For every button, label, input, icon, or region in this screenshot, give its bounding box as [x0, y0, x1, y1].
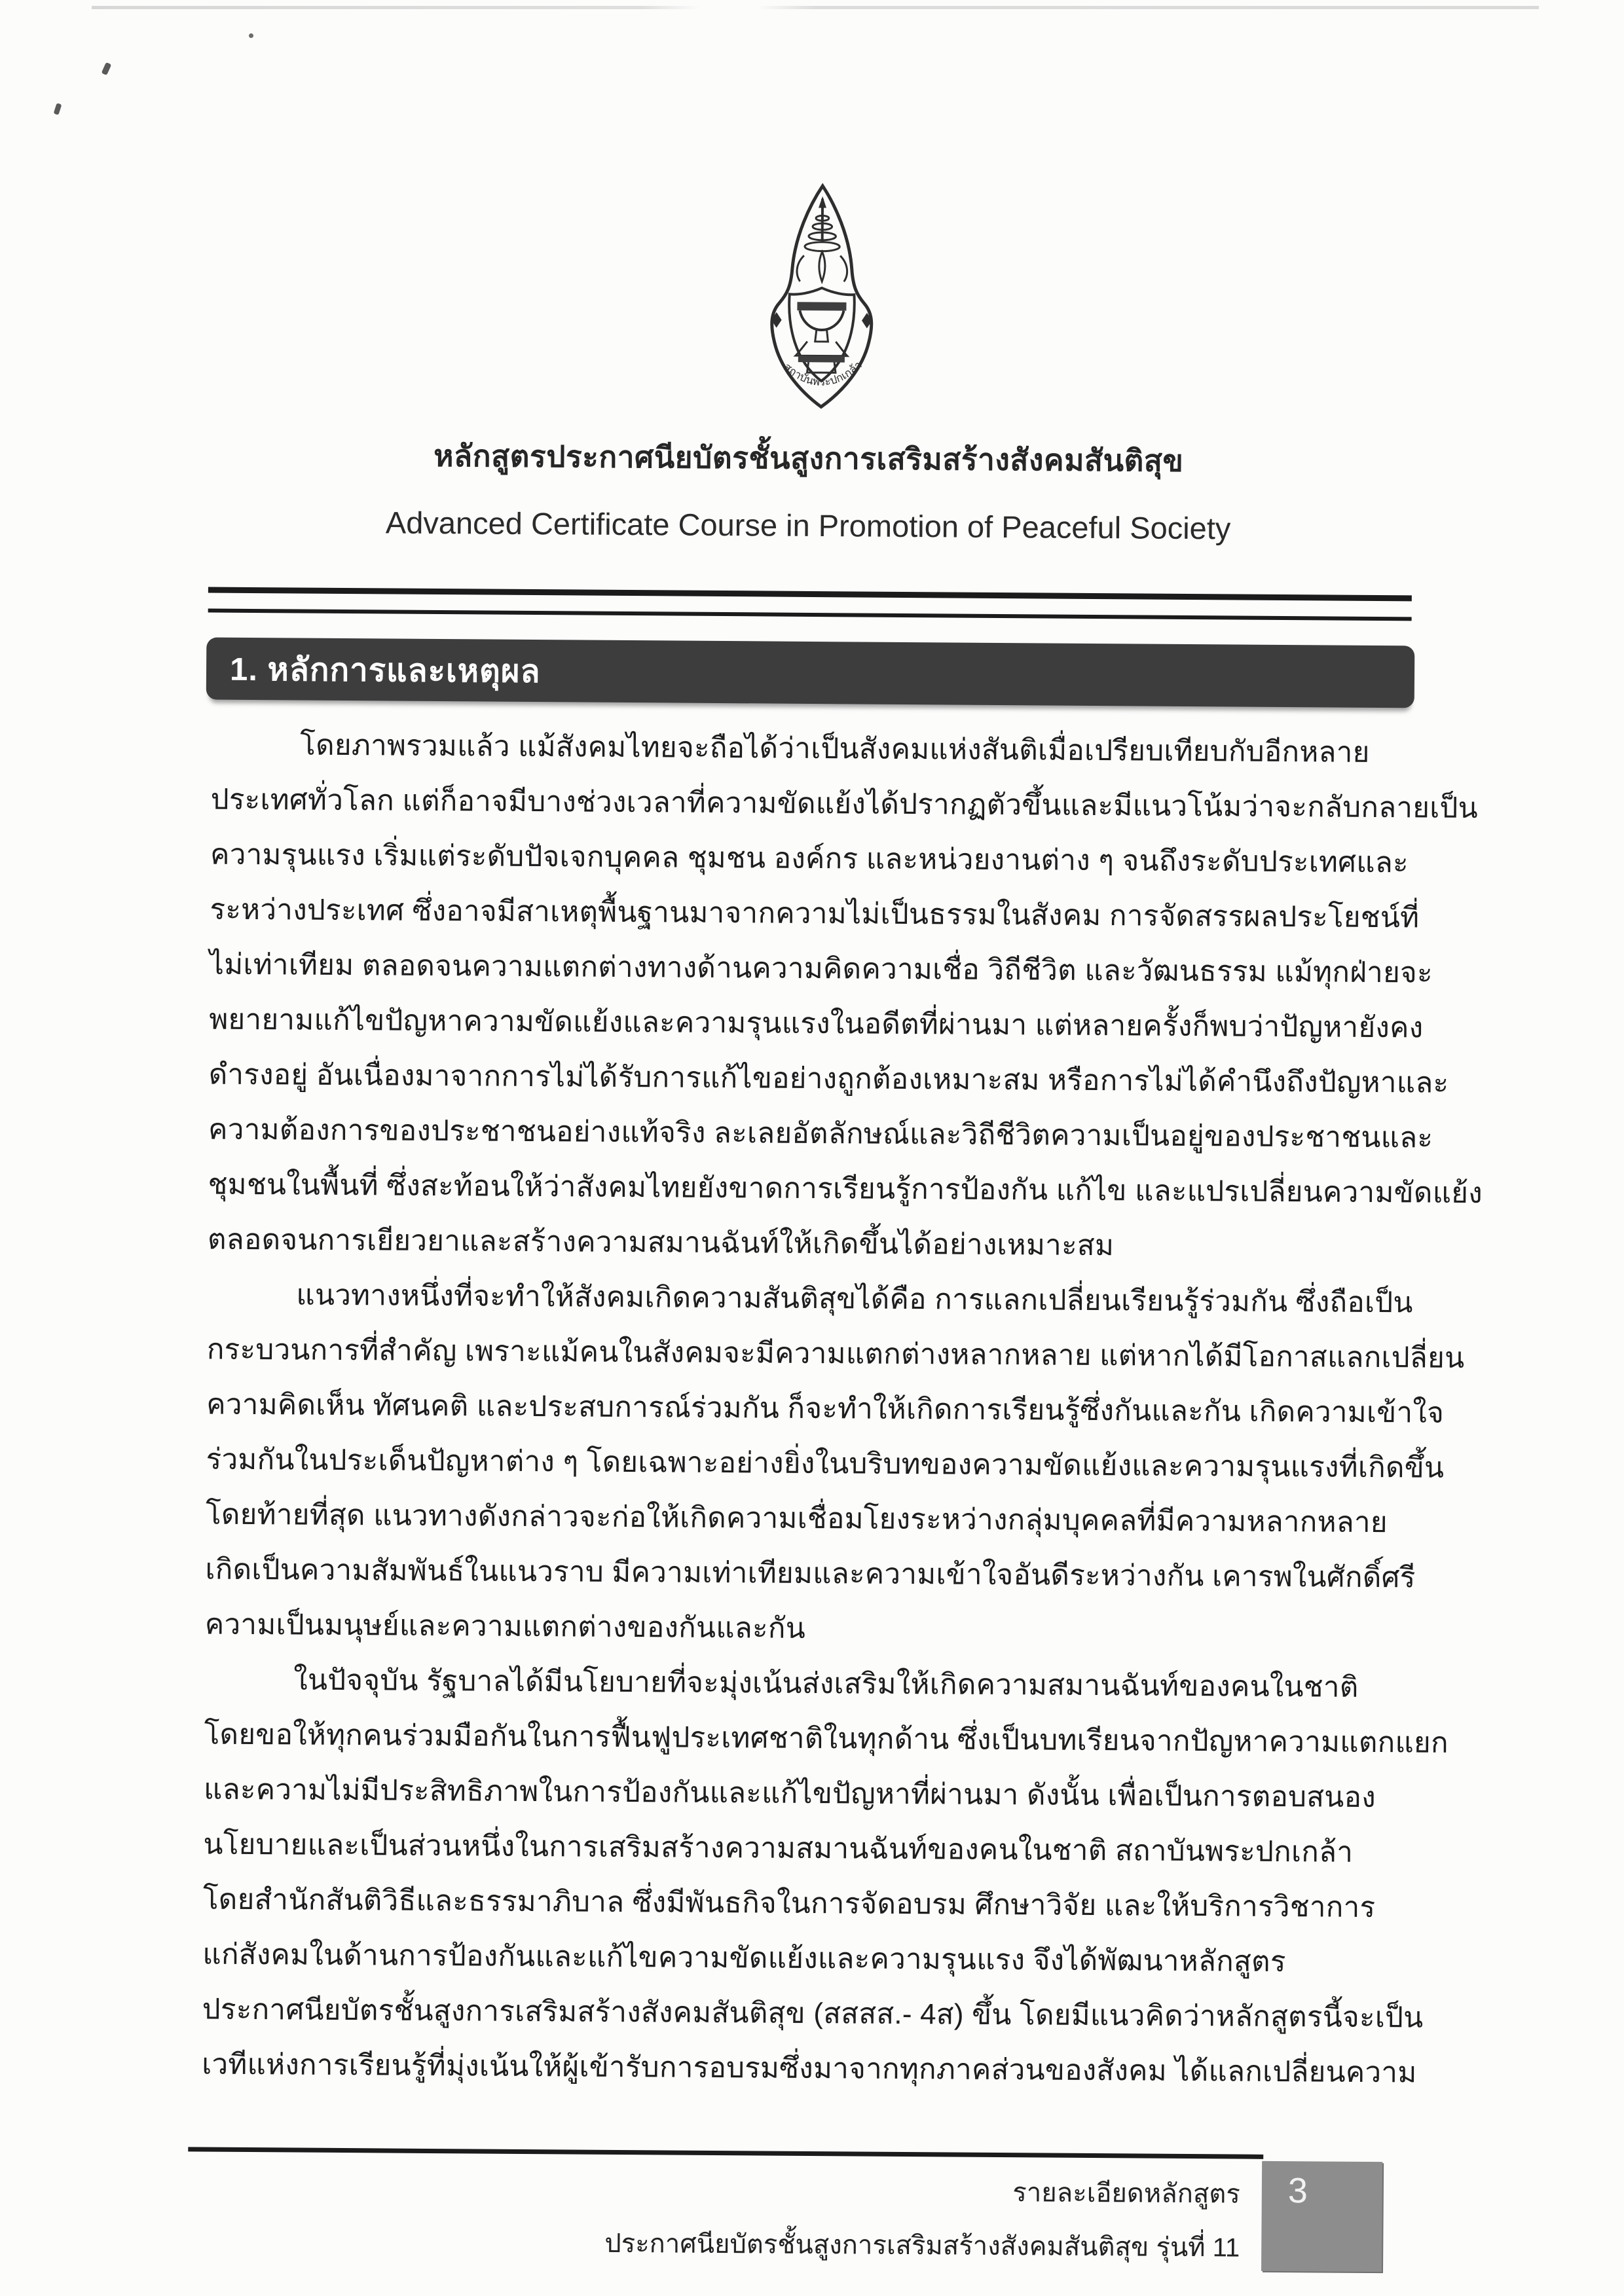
- kpi-institute-emblem-icon: [756, 179, 889, 425]
- emblem-inner-shield: [788, 288, 855, 382]
- body-line: แก่สังคมในด้านการป้องกันและแก้ไขความขัดแย้งและความรุนแรง จึงได้พัฒนาหลักสูตร: [202, 1938, 1286, 1978]
- body-line: ความต้องการของประชาชนอย่างแท้จริง ละเลยอัตลักษณ์และวิถีชีวิตความเป็นอยู่ของประชาชนและ: [208, 1113, 1433, 1154]
- body-line: ความคิดเห็น ทัศนคติ และประสบการณ์ร่วมกัน ก็จะทำให้เกิดการเรียนรู้ซึ่งกันและกัน เกิดความเข้าใจ: [206, 1388, 1445, 1429]
- body-line: โดยสำนักสันติวิธีและธรรมาภิบาล ซึ่งมีพันธกิจในการจัดอบรม ศึกษาวิจัย และให้บริการวิชาการ: [202, 1883, 1376, 1924]
- body-line: ประกาศนียบัตรชั้นสูงการเสริมสร้างสังคมสันติสุข (สสสส.- 4ส) ขึ้น โดยมีแนวคิดว่าหลักสูตรนี้จะเป็น: [202, 1993, 1424, 2034]
- body-line: ระหว่างประเทศ ซึ่งอาจมีสาเหตุพื้นฐานมาจากความไม่เป็นธรรมในสังคม การจัดสรรผลประโยชน์ที่: [210, 893, 1420, 934]
- body-line: โดยท้ายที่สุด แนวทางดังกล่าวจะก่อให้เกิดความเชื่อมโยงระหว่างกลุ่มบุคคลที่มีความหลากหลาย: [205, 1498, 1388, 1539]
- course-title-english: Advanced Certificate Course in Promotion of Peaceful Society: [385, 505, 1231, 546]
- body-line: ความรุนแรง เริ่มแต่ระดับปัจเจกบุคคล ชุมชน องค์กร และหน่วยงานต่าง ๆ จนถึงระดับประเทศและ: [210, 838, 1409, 879]
- body-line: นโยบายและเป็นส่วนหนึ่งในการเสริมสร้างความสมานฉันท์ของคนในชาติ สถาบันพระปกเกล้า: [203, 1828, 1354, 1868]
- body-line: ความเป็นมนุษย์และความแตกต่างของกันและกัน: [204, 1608, 806, 1645]
- page-number: 3: [1287, 2171, 1308, 2211]
- footer-rule: [188, 2147, 1263, 2159]
- body-line: โดยขอให้ทุกคนร่วมมือกันในการฟื้นฟูประเทศชาติในทุกด้าน ซึ่งเป็นบทเรียนจากปัญหาความแตกแยก: [204, 1718, 1449, 1759]
- section-header-bar: [206, 638, 1415, 708]
- body-line: โดยภาพรวมแล้ว แม้สังคมไทยจะถือได้ว่าเป็นสังคมแห่งสันติเมื่อเปรียบเทียบกับอีกหลาย: [300, 729, 1370, 769]
- body-line: และความไม่มีประสิทธิภาพในการป้องกันและแก้ไขปัญหาที่ผ่านมา ดังนั้น เพื่อเป็นการตอบสนอง: [203, 1773, 1376, 1814]
- body-line: ตลอดจนการเยียวยาและสร้างความสมานฉันท์ให้เกิดขึ้นได้อย่างเหมาะสม: [207, 1223, 1115, 1262]
- body-line: กระบวนการที่สำคัญ เพราะแม้คนในสังคมจะมีความแตกต่างหลากหลาย แต่หากได้มีโอกาสแลกเปลี่ยน: [206, 1333, 1465, 1374]
- body-line: ไม่เท่าเทียม ตลอดจนความแตกต่างทางด้านความคิดความเชื่อ วิถีชีวิต และวัฒนธรรม แม้ทุกฝ่ายจะ: [209, 948, 1433, 989]
- body-line: เกิดเป็นความสัมพันธ์ในแนวราบ มีความเท่าเทียมและความเข้าใจอันดีระหว่างกัน เคารพในศักดิ์ศรี: [205, 1553, 1416, 1594]
- footer-text: [254, 2160, 1240, 2275]
- body-line: ประเทศทั่วโลก แต่ก็อาจมีบางช่วงเวลาที่ความขัดแย้งได้ปรากฏตัวขึ้นและมีแนวโน้มว่าจะกลับกลายเป็น: [210, 783, 1479, 825]
- footer-line-1: รายละเอียดหลักสูตร: [1012, 2178, 1240, 2209]
- course-title-thai: หลักสูตรประกาศนียบัตรชั้นสูงการเสริมสร้างสังคมสันติสุข: [434, 438, 1184, 478]
- body-line: แนวทางหนึ่งที่จะทำให้สังคมเกิดความสันติสุขได้คือ การแลกเปลี่ยนเรียนรู้ร่วมกัน ซึ่งถือเป็น: [296, 1279, 1413, 1319]
- body-line: พยายามแก้ไขปัญหาความขัดแย้งและความรุนแรงในอดีตที่ผ่านมา แต่หลายครั้งก็พบว่าปัญหายังคง: [209, 1003, 1424, 1044]
- page-number-box: [1261, 2161, 1382, 2272]
- body-text: [202, 718, 1483, 2101]
- emblem-caption: สถาบันพระปกเกล้า: [781, 358, 864, 388]
- section-header-label: 1. หลักการและเหตุผล: [229, 651, 541, 689]
- body-line: ชุมชนในพื้นที่ ซึ่งสะท้อนให้ว่าสังคมไทยยังขาดการเรียนรู้การป้องกัน แก้ไข และแปรเปลี่ยนความขัดแย้ง: [208, 1168, 1483, 1210]
- double-rule-divider: [208, 587, 1412, 621]
- body-line: เวทีแห่งการเรียนรู้ที่มุ่งเน้นให้ผู้เข้ารับการอบรมซึ่งมาจากทุกภาคส่วนของสังคม ได้แลกเปลี่ยนความ: [202, 2048, 1417, 2089]
- body-line: ร่วมกันในประเด็นปัญหาต่าง ๆ โดยเฉพาะอย่างยิ่งในบริบทของความขัดแย้งและความรุนแรงที่เกิดขึ้น: [206, 1443, 1445, 1484]
- body-line: ดำรงอยู่ อันเนื่องมาจากการไม่ได้รับการแก้ไขอย่างถูกต้องเหมาะสม หรือการไม่ได้คำนึงถึงปัญหาและ: [208, 1058, 1449, 1099]
- footer-line-2: ประกาศนียบัตรชั้นสูงการเสริมสร้างสังคมสันติสุข รุ่นที่ 11: [604, 2229, 1240, 2263]
- body-line: ในปัจจุบัน รัฐบาลได้มีนโยบายที่จะมุ่งเน้นส่งเสริมให้เกิดความสมานฉันท์ของคนในชาติ: [293, 1664, 1359, 1704]
